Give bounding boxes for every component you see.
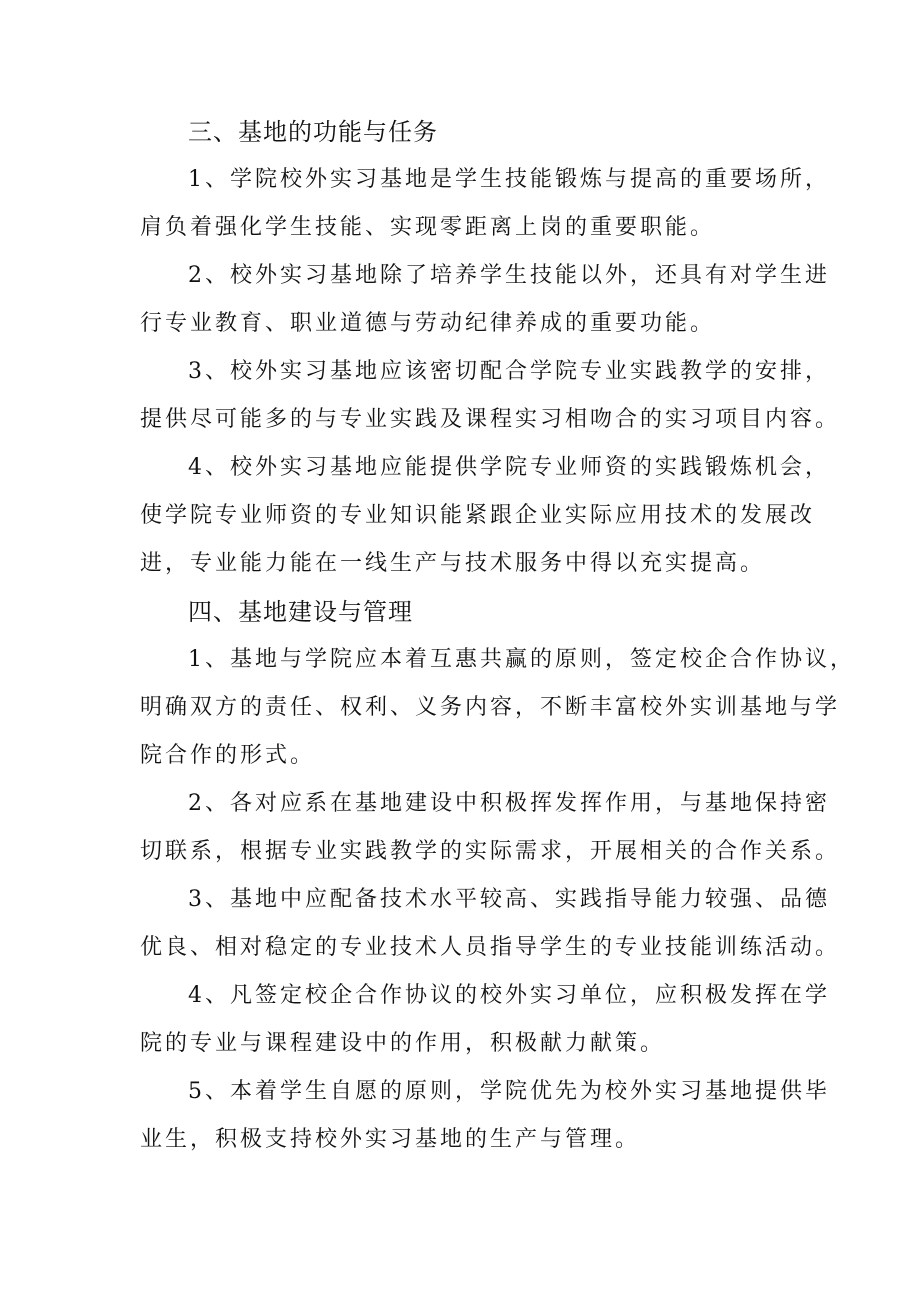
paragraph-line: 优良、相对稳定的专业技术人员指导学生的专业技能训练活动。 xyxy=(140,935,841,960)
paragraph-line: 提供尽可能多的与专业实践及课程实习相吻合的实习项目内容。 xyxy=(140,407,841,432)
paragraph-line: 1、基地与学院应本着互惠共赢的原则，签定校企合作协议， xyxy=(188,647,855,672)
paragraph-line: 肩负着强化学生技能、实现零距离上岗的重要职能。 xyxy=(140,215,716,240)
paragraph-line: 4、凡签定校企合作协议的校外实习单位，应积极发挥在学 xyxy=(188,983,830,1008)
paragraph-4-1 xyxy=(140,636,855,780)
paragraph-line: 院合作的形式。 xyxy=(140,743,316,768)
paragraph-3-4 xyxy=(140,444,830,588)
paragraph-line: 3、校外实习基地应该密切配合学院专业实践教学的安排， xyxy=(188,359,830,384)
paragraph-line: 进，专业能力能在一线生产与技术服务中得以充实提高。 xyxy=(140,551,766,576)
paragraph-4-3 xyxy=(140,876,841,972)
paragraph-line: 行专业教育、职业道德与劳动纪律养成的重要功能。 xyxy=(140,311,716,336)
section-heading-3: 三、基地的功能与任务 xyxy=(188,118,438,146)
paragraph-line: 1、学院校外实习基地是学生技能锻炼与提高的重要场所， xyxy=(188,167,830,192)
paragraph-3-3 xyxy=(140,348,841,444)
paragraph-line: 明确双方的责任、权利、义务内容，不断丰富校外实训基地与学 xyxy=(140,695,841,720)
paragraph-line: 2、校外实习基地除了培养学生技能以外，还具有对学生进 xyxy=(188,263,830,288)
paragraph-line: 业生，积极支持校外实习基地的生产与管理。 xyxy=(140,1127,641,1152)
paragraph-4-5 xyxy=(140,1068,830,1164)
paragraph-line: 院的专业与课程建设中的作用，积极献力献策。 xyxy=(140,1031,666,1056)
document-body xyxy=(140,108,855,1164)
paragraph-line: 4、校外实习基地应能提供学院专业师资的实践锻炼机会， xyxy=(188,455,830,480)
paragraph-line: 使学院专业师资的专业知识能紧跟企业实际应用技术的发展改 xyxy=(140,503,816,528)
paragraph-line: 5、本着学生自愿的原则，学院优先为校外实习基地提供毕 xyxy=(188,1079,830,1104)
paragraph-4-2 xyxy=(140,780,841,876)
section-heading-4: 四、基地建设与管理 xyxy=(188,598,413,626)
paragraph-line: 2、各对应系在基地建设中积极挥发挥作用，与基地保持密 xyxy=(188,791,830,816)
paragraph-3-2 xyxy=(140,252,830,348)
paragraph-line: 3、基地中应配备技术水平较高、实践指导能力较强、品德 xyxy=(188,887,830,912)
paragraph-4-4 xyxy=(140,972,830,1068)
paragraph-3-1 xyxy=(140,156,830,252)
paragraph-line: 切联系，根据专业实践教学的实际需求，开展相关的合作关系。 xyxy=(140,839,841,864)
